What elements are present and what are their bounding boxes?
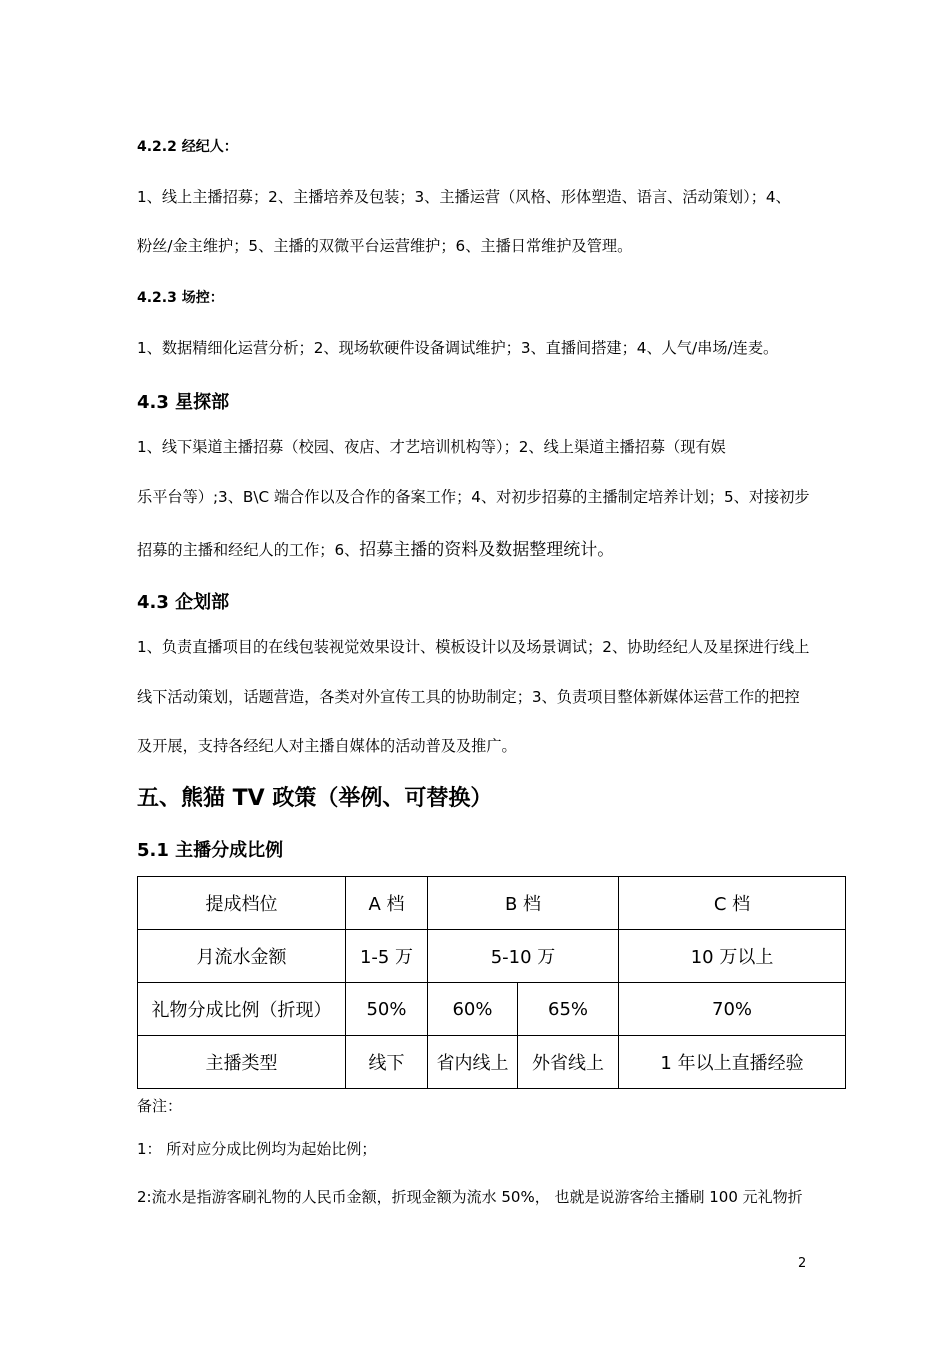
table-cell: 50% bbox=[346, 983, 428, 1036]
section-4-2-2-line-2: 粉丝/金主维护；5、主播的双微平台运营维护；6、主播日常维护及管理。 bbox=[137, 237, 633, 255]
note-1: 1： 所对应分成比例均为起始比例； bbox=[137, 1140, 377, 1158]
table-cell: C 档 bbox=[619, 877, 846, 930]
table-cell: 5-10 万 bbox=[428, 930, 619, 983]
table-cell: 1 年以上直播经验 bbox=[619, 1036, 846, 1089]
section-4-2-3-line-1: 1、数据精细化运营分析；2、现场软硬件设备调试维护；3、直播间搭建；4、人气/串场/连麦。 bbox=[137, 339, 779, 357]
table-cell: 线下 bbox=[346, 1036, 428, 1089]
section-5-1-heading: 5.1 主播分成比例 bbox=[137, 840, 284, 861]
table-cell: 礼物分成比例（折现） bbox=[138, 983, 346, 1036]
section-5-heading: 五、熊猫 TV 政策（举例、可替换） bbox=[137, 786, 493, 811]
section-4-2-2-line-1: 1、线上主播招募；2、主播培养及包装；3、主播运营（风格、形体塑造、语言、活动策划）；4、 bbox=[137, 188, 791, 206]
table-cell: 65% bbox=[518, 983, 619, 1036]
table-cell: 月流水金额 bbox=[138, 930, 346, 983]
section-4-3-planning-heading: 4.3 企划部 bbox=[137, 592, 230, 613]
table-cell: A 档 bbox=[346, 877, 428, 930]
table-row bbox=[138, 983, 846, 1036]
section-4-3-scout-line-2: 乐平台等）;3、B\C 端合作以及合作的备案工作；4、对初步招募的主播制定培养计划；5、对接初步 bbox=[137, 488, 810, 506]
table-cell: 提成档位 bbox=[138, 877, 346, 930]
table-cell: 1-5 万 bbox=[346, 930, 428, 983]
note-2: 2:流水是指游客刷礼物的人民币金额，折现金额为流水 50%， 也就是说游客给主播刷 100 元礼物折 bbox=[137, 1188, 803, 1206]
section-4-2-2-heading: 4.2.2 经纪人： bbox=[137, 139, 238, 155]
section-4-3-scout-line-3 bbox=[137, 535, 614, 560]
section-4-3-scout-heading: 4.3 星探部 bbox=[137, 392, 230, 413]
page-number: 2 bbox=[798, 1256, 807, 1271]
table-row bbox=[138, 930, 846, 983]
section-4-3-scout-line-3a: 招募的主播和经纪人的工作；6、 bbox=[137, 541, 360, 559]
table-cell: 10 万以上 bbox=[619, 930, 846, 983]
section-4-3-planning-line-3: 及开展，支持各经纪人对主播自媒体的活动普及及推广。 bbox=[137, 737, 517, 755]
section-4-3-planning-line-2: 线下活动策划，话题营造，各类对外宣传工具的协助制定；3、负责项目整体新媒体运营工作的把控 bbox=[137, 688, 800, 706]
table-cell: 60% bbox=[428, 983, 518, 1036]
notes-label: 备注： bbox=[137, 1097, 183, 1115]
table-cell: 主播类型 bbox=[138, 1036, 346, 1089]
section-4-3-scout-line-3b: 招募主播的资料及数据整理统计。 bbox=[359, 540, 615, 560]
table-row bbox=[138, 877, 846, 930]
table-cell: 外省线上 bbox=[518, 1036, 619, 1089]
table-cell: 70% bbox=[619, 983, 846, 1036]
section-4-2-3-heading: 4.2.3 场控： bbox=[137, 290, 224, 306]
section-4-3-scout-line-1: 1、线下渠道主播招募（校园、夜店、才艺培训机构等）；2、线上渠道主播招募（现有娱 bbox=[137, 438, 726, 456]
table-cell: 省内线上 bbox=[428, 1036, 518, 1089]
section-4-3-planning-line-1: 1、负责直播项目的在线包装视觉效果设计、模板设计以及场景调试；2、协助经纪人及星探进行线上 bbox=[137, 638, 810, 656]
table-cell: B 档 bbox=[428, 877, 619, 930]
commission-table bbox=[137, 876, 846, 1089]
table-row bbox=[138, 1036, 846, 1089]
